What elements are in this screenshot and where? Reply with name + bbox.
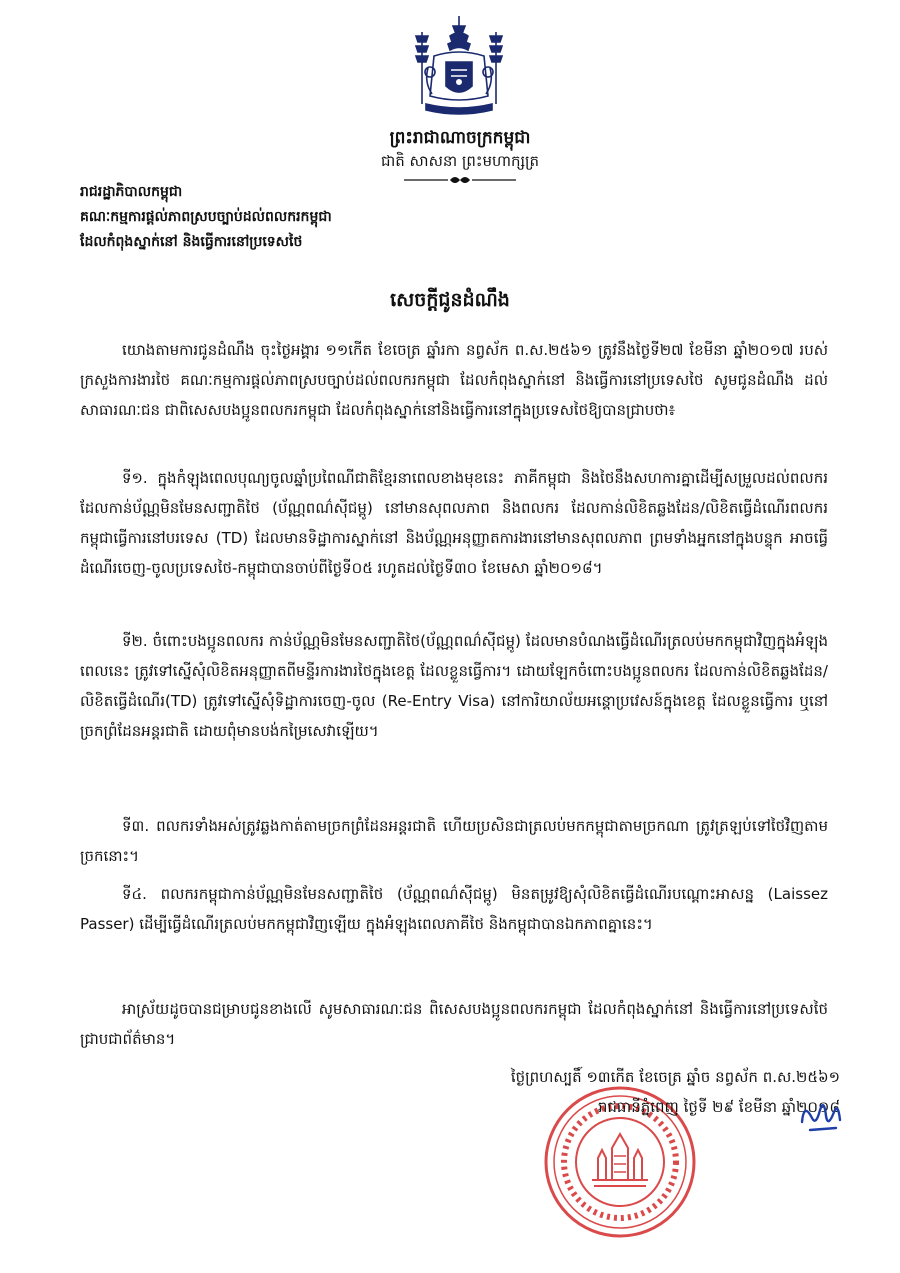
item-3-paragraph: ទី៣. ពលករទាំងអស់ត្រូវឆ្លងកាត់តាមច្រកព្រំដែនអន្តរជាតិ ហើយប្រសិនជាត្រលប់មកកម្ពុជាតាមច្រកណា ត្រូវត្រឡប់ទៅថៃវិញតាមច្រកនោះ។ <box>80 817 828 865</box>
handwritten-signature <box>796 1092 846 1136</box>
kingdom-header <box>350 126 570 186</box>
national-motto: ជាតិ សាសនា ព្រះមហាក្សត្រ <box>380 152 540 170</box>
issuing-authority <box>80 180 510 255</box>
kingdom-name: ព្រះរាជាណាចក្រកម្ពុជា <box>389 128 531 148</box>
issuer-line-government: រាជរដ្ឋាភិបាលកម្ពុជា <box>80 184 183 200</box>
issuer-line-scope: ដែលកំពុងស្នាក់នៅ និងធ្វើការនៅប្រទេសថៃ <box>80 234 303 250</box>
intro-paragraph: យោងតាមការជូនដំណឹង ចុះថ្ងៃអង្គារ ១១កើត ខែចេត្រ ឆ្នាំរកា នព្វស័ក ព.ស.២៥៦១ ត្រូវនឹងថ្ងៃទី២៧ ខែមីនា ឆ្នាំ២០១៧ របស់ក្រសួងការងារថៃ គណៈកម្មការផ្តល់ភាពស្របច្បាប់ដល់ពលករកម្ពុជា ដែលកំពុងស្នាក់នៅ និងធ្វើការនៅប្រទេសថៃ សូមជូនដំណឹង ដល់សាធារណៈជន ជាពិសេសបងប្អូនពលករកម្ពុជា ដែលកំពុងស្នាក់នៅនិងធ្វើការនៅក្នុងប្រទេសថៃឱ្យបានជ្រាបថា៖ <box>80 341 828 419</box>
royal-crest-emblem <box>404 12 514 124</box>
item-1-paragraph: ទី១. ក្នុងកំឡុងពេលបុណ្យចូលឆ្នាំប្រពៃណីជាតិខ្មែរនាពេលខាងមុខនេះ ភាគីកម្ពុជា និងថៃនឹងសហការគ្នាដើម្បីសម្រួលដល់ពលករ ដែលកាន់ប័ណ្ណមិនមែនសញ្ជាតិថៃ (ប័ណ្ណពណ៌ស៊ីជម្ពូ) នៅមានសុពលភាព និងពលករ ដែលកាន់លិខិតឆ្លងដែន/លិខិតធ្វើដំណើរពលករកម្ពុជាធ្វើការនៅបរទេស (TD) ដែលមានទិដ្ឋាការស្នាក់នៅ និងប័ណ្ណអនុញ្ញាតការងារនៅមានសុពលភាព ព្រមទាំងអ្នកនៅក្នុងបន្ទុក អាចធ្វើដំណើរចេញ-ចូលប្រទេសថៃ-កម្ពុជាបានចាប់ពីថ្ងៃទី០៥ រហូតដល់ថ្ងៃទី៣០ ខែមេសា ឆ្នាំ២០១៨។ <box>80 469 828 577</box>
solar-date-location: រាជធានីភ្នំពេញ ថ្ងៃទី ២៩ ខែមីនា ឆ្នាំ២០១៨ <box>597 1098 840 1116</box>
issuer-line-commission: គណៈកម្មការផ្តល់ភាពស្របច្បាប់ដល់ពលករកម្ពុជា <box>80 209 332 225</box>
item-4-paragraph: ទី៤. ពលករកម្ពុជាកាន់ប័ណ្ណមិនមែនសញ្ជាតិថៃ (ប័ណ្ណពណ៌ស៊ីជម្ពូ) មិនតម្រូវឱ្យសុំលិខិតធ្វើដំណើរបណ្តោះអាសន្ន (Laissez Passer) ដើម្បីធ្វើដំណើរត្រលប់មកកម្ពុជាវិញឡើយ ក្នុងអំឡុងពេលភាគីថៃ និងកម្ពុជាបានឯកភាពគ្នានេះ។ <box>80 885 828 933</box>
item-2-paragraph: ទី២. ចំពោះបងប្អូនពលករ កាន់ប័ណ្ណមិនមែនសញ្ជាតិថៃ(ប័ណ្ណពណ៌ស៊ីជម្ពូ) ដែលមានបំណងធ្វើដំណើរត្រលប់មកកម្ពុជាវិញក្នុងអំឡុងពេលនេះ ត្រូវទៅស្នើសុំលិខិតអនុញ្ញាតពីមន្ទីរការងារថៃក្នុងខេត្ត ដែលខ្លួនធ្វើការ។ ដោយឡែកចំពោះបងប្អូនពលករ ដែលកាន់លិខិតឆ្លងដែន/លិខិតធ្វើដំណើរ(TD) ត្រូវទៅស្នើសុំទិដ្ឋាការចេញ-ចូល (Re-Entry Visa) នៅការិយាល័យអន្តោប្រវេសន៍ក្នុងខេត្ត ដែលខ្លួនធ្វើការ ឬនៅច្រកព្រំដែនអន្តរជាតិ ដោយពុំមានបង់កម្រៃសេវាឡើយ។ <box>80 632 828 740</box>
lunar-date: ថ្ងៃព្រហស្បតិ៍ ១៣កើត ខែចេត្រ ឆ្នាំច នព្វស័ក ព.ស.២៥៦១ <box>510 1068 840 1086</box>
dateline <box>420 1062 840 1122</box>
document-title: សេចក្តីជូនដំណឹង <box>390 289 510 311</box>
closing-paragraph: អាស្រ័យដូចបានជម្រាបជូនខាងលើ សូមសាធារណៈជន ពិសេសបងប្អូនពលករកម្ពុជា ដែលកំពុងស្នាក់នៅ និងធ្វើការនៅប្រទេសថៃ ជ្រាបជាព័ត៌មាន។ <box>80 1000 828 1048</box>
